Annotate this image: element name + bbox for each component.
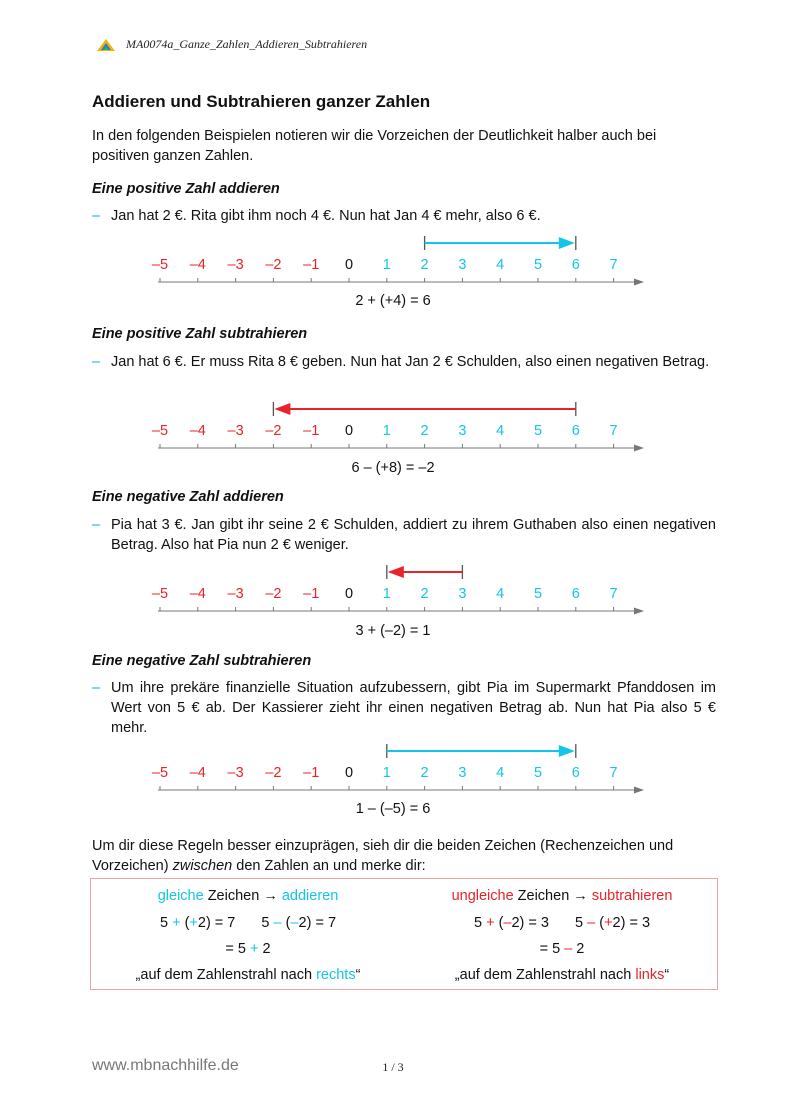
tick-label: –5 — [151, 586, 169, 602]
rule-mnemonic — [91, 967, 405, 983]
rule-intro-paragraph — [92, 836, 716, 876]
tick-label: 3 — [458, 586, 467, 602]
tick-label: –3 — [227, 423, 244, 439]
rule-examples — [405, 915, 719, 931]
section-heading: Eine negative Zahl subtrahieren — [92, 653, 312, 669]
arrow-head-icon — [559, 745, 575, 757]
section-text — [92, 678, 716, 738]
tick-label: 4 — [496, 586, 505, 602]
website-link[interactable]: www.mbnachhilfe.de — [92, 1057, 239, 1074]
example-sign: + — [189, 915, 198, 931]
result-part: 2 — [572, 941, 585, 957]
example-sign: + — [604, 915, 613, 931]
number-line — [140, 740, 660, 800]
tick-label: –4 — [189, 586, 206, 602]
tick-label: –1 — [303, 765, 320, 781]
result-operator: + — [250, 941, 259, 957]
tick-label: 0 — [344, 423, 354, 439]
tick-label: 3 — [458, 257, 467, 273]
section-text-content: Jan hat 2 €. Rita gibt ihm noch 4 €. Nun hat Jan 4 € mehr, also 6 €. — [111, 208, 541, 224]
tick-label: 1 — [382, 423, 391, 439]
rule-heading-keyword: gleiche — [157, 888, 204, 904]
tick-label: 6 — [571, 765, 580, 781]
number-line — [140, 232, 660, 292]
example-part: 5 — [473, 915, 487, 931]
tick-label: –1 — [303, 257, 320, 273]
result-operator: – — [564, 941, 573, 957]
section-heading: Eine positive Zahl subtrahieren — [92, 326, 308, 342]
tick-label: 0 — [344, 257, 354, 273]
example-part: 2) = 7 — [197, 915, 236, 931]
section-text — [92, 206, 716, 226]
rule-box — [90, 878, 718, 990]
result-part: = 5 — [539, 941, 565, 957]
tick-label: 5 — [533, 765, 543, 781]
tick-label: 5 — [533, 423, 543, 439]
example-part: 2) = 3 — [511, 915, 549, 931]
tick-label: 6 — [571, 586, 580, 602]
example-sign: – — [290, 915, 299, 931]
rule-intro-text-end: den Zahlen an und merke dir: — [232, 858, 426, 874]
section-heading: Eine positive Zahl addieren — [92, 181, 280, 197]
tick-label: –4 — [189, 257, 206, 273]
number-line — [140, 561, 660, 621]
tick-label: –1 — [303, 423, 320, 439]
arrow-head-icon — [274, 403, 290, 415]
example-part: ( — [180, 915, 190, 931]
page-header — [96, 37, 367, 52]
bullet-dash: – — [92, 354, 101, 370]
rule-example — [261, 915, 336, 931]
rule-heading-result: subtrahieren — [591, 888, 673, 904]
axis-arrowhead-icon — [634, 445, 644, 452]
example-operator: – — [273, 915, 282, 931]
tick-label: –3 — [227, 586, 244, 602]
tick-label: –3 — [227, 257, 244, 273]
example-operator: + — [172, 915, 181, 931]
tick-label: –5 — [151, 765, 169, 781]
axis-arrowhead-icon — [634, 608, 644, 615]
tick-label: –4 — [189, 765, 206, 781]
tick-label: 7 — [609, 765, 618, 781]
tick-label: 7 — [609, 586, 618, 602]
rule-heading-keyword: ungleiche — [451, 888, 514, 904]
mnemonic-quote-end: “ — [355, 967, 361, 983]
tick-label: 1 — [382, 257, 391, 273]
tick-label: 4 — [496, 765, 505, 781]
rule-heading — [91, 888, 405, 904]
rule-intro-text: Um dir diese Regeln besser einzuprägen, sieh dir die beiden Zeichen (Rechenzeichen und Vorzeichen) — [92, 838, 674, 874]
bullet-dash: – — [92, 208, 101, 224]
mnemonic-quote-end: “ — [664, 967, 670, 983]
rule-example — [474, 915, 549, 931]
tick-label: 2 — [420, 586, 429, 602]
page-number: 1 / 3 — [382, 1060, 404, 1074]
example-operator: + — [486, 915, 495, 931]
example-part: 5 — [261, 915, 274, 931]
tick-label: 0 — [344, 586, 354, 602]
example-part: 2) = 3 — [612, 915, 651, 931]
mnemonic-text: „auf dem Zahlenstrahl nach — [454, 967, 636, 983]
tick-label: –2 — [265, 586, 282, 602]
tick-label: –4 — [189, 423, 206, 439]
result-part: 2 — [258, 941, 271, 957]
tick-label: 3 — [458, 765, 467, 781]
tick-label: 6 — [571, 423, 580, 439]
example-part: 5 — [575, 915, 588, 931]
example-part: ( — [494, 915, 504, 931]
tick-label: 0 — [344, 765, 354, 781]
tick-label: 6 — [571, 257, 580, 273]
mnemonic-direction: rechts — [316, 967, 356, 983]
rule-heading-text: Zeichen → — [203, 888, 282, 904]
tick-label: 3 — [458, 423, 467, 439]
intro-paragraph: In den folgenden Beispielen notieren wir die Vorzeichen der Deutlichkeit halber auch bei positiven ganzen Zahlen. — [92, 128, 657, 164]
equation: 1 – (–5) = 6 — [355, 801, 431, 817]
tick-label: 1 — [382, 586, 391, 602]
section-text — [92, 352, 716, 372]
arrow-head-icon — [388, 566, 404, 578]
section-text — [92, 515, 716, 555]
equation: 2 + (+4) = 6 — [355, 293, 431, 309]
example-part: 5 — [159, 915, 173, 931]
section-text-content: Pia hat 3 €. Jan gibt ihr seine 2 € Schulden, addiert zu ihrem Guthaben also einen negativen Betrag. Also hat Pia nun 2 € weniger. — [111, 517, 716, 553]
tick-label: –2 — [265, 423, 282, 439]
mnemonic-text: „auf dem Zahlenstrahl nach — [135, 967, 317, 983]
example-operator: – — [587, 915, 596, 931]
arrow-head-icon — [559, 237, 575, 249]
result-part: = 5 — [225, 941, 251, 957]
axis-arrowhead-icon — [634, 787, 644, 794]
axis-arrowhead-icon — [634, 279, 644, 286]
tick-label: 2 — [420, 257, 429, 273]
document-filename: MA0074a_Ganze_Zahlen_Addieren_Subtrahieren — [126, 37, 368, 51]
equation: 3 + (–2) = 1 — [355, 623, 431, 639]
tick-label: 5 — [533, 586, 543, 602]
bullet-dash: – — [92, 680, 101, 696]
rule-column-different-signs — [405, 879, 719, 991]
tick-label: –3 — [227, 765, 244, 781]
tick-label: 4 — [496, 257, 505, 273]
tick-label: 4 — [496, 423, 505, 439]
tick-label: 1 — [382, 765, 391, 781]
tick-label: 5 — [533, 257, 543, 273]
tick-label: –1 — [303, 586, 320, 602]
equation: 6 – (+8) = –2 — [351, 460, 435, 476]
tick-label: 7 — [609, 423, 618, 439]
example-part: 2) = 7 — [298, 915, 337, 931]
number-line — [140, 398, 660, 458]
tick-label: –2 — [265, 765, 282, 781]
page-title: Addieren und Subtrahieren ganzer Zahlen — [92, 92, 431, 111]
rule-heading-result: addieren — [281, 888, 339, 904]
rule-mnemonic — [405, 967, 719, 983]
tick-label: 2 — [420, 423, 429, 439]
rule-heading-text: Zeichen → — [513, 888, 592, 904]
rule-example — [160, 915, 235, 931]
example-part: ( — [595, 915, 605, 931]
rule-result — [91, 941, 405, 957]
mnemonic-direction: links — [635, 967, 665, 983]
rule-intro-emphasis: zwischen — [172, 858, 233, 874]
section-text-content: Jan hat 6 €. Er muss Rita 8 € geben. Nun hat Jan 2 € Schulden, also einen negativen Betrag. — [111, 354, 710, 370]
bullet-dash: – — [92, 517, 101, 533]
section-text-content: Um ihre prekäre finanzielle Situation aufzubessern, gibt Pia im Supermarkt Pfanddosen im Wert von 5 € ab. Der Kassierer zieht ihr einen negativen Betrag ab. Nun hat Pia also 5 € mehr. — [111, 680, 716, 736]
example-sign: – — [503, 915, 512, 931]
tick-label: 2 — [420, 765, 429, 781]
rule-examples — [91, 915, 405, 931]
logo-icon — [96, 38, 116, 52]
rule-column-same-signs — [91, 879, 405, 991]
tick-label: –5 — [151, 423, 169, 439]
tick-label: –2 — [265, 257, 282, 273]
rule-example — [575, 915, 650, 931]
tick-label: 7 — [609, 257, 618, 273]
rule-heading — [405, 888, 719, 904]
example-part: ( — [281, 915, 291, 931]
section-heading: Eine negative Zahl addieren — [92, 489, 284, 505]
tick-label: –5 — [151, 257, 169, 273]
rule-result — [405, 941, 719, 957]
